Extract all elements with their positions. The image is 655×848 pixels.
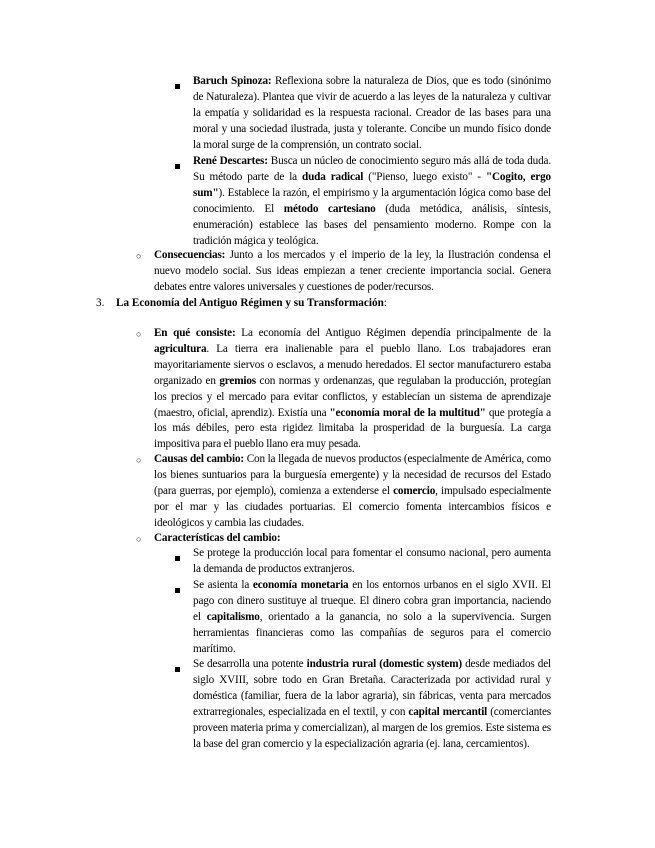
causas-paragraph	[154, 452, 551, 532]
descartes-bold-2: "Cogito, ergo sum"	[193, 170, 551, 199]
hollow-circle-bullet-icon: ○	[136, 329, 142, 339]
causas-text-2: , impulsado especialmente por el mar y las ciudades portuarias. El comercio fomenta intercambios físicos e ideológicos y cambia las ciudades.	[154, 484, 551, 529]
en-que-text-2: . La tierra era inalienable para el pueblo llano. Los trabajadores eran mayoritariamente siervos o esclavos, a menudo heredados. El sector manufacturero estaba organizado en	[154, 342, 551, 387]
descartes-name: René Descartes:	[193, 155, 268, 167]
descartes-bold-3: método cartesiano	[283, 202, 376, 215]
item2-bold-1: economía monetaria	[252, 579, 349, 591]
section-number: 3.	[96, 297, 105, 309]
square-bullet-icon	[175, 588, 180, 593]
item2-text-1: Se asienta la	[193, 579, 253, 591]
en-que-bold-3: "economía moral de la multitud"	[329, 406, 486, 419]
caracteristicas-label: Características del cambio:	[154, 532, 281, 544]
square-bullet-icon	[175, 164, 180, 169]
section-colon: :	[383, 297, 387, 309]
caracteristicas-item-1: Se protege la producción local para fomentar el consumo nacional, pero aumenta la demanda de productos extranjeros.	[193, 547, 551, 575]
item3-text-3: (comerciantes proveen materia prima y comercializan), al margen de los gremios. Este sistema es la base del gran comercio y la especialización agraria (ej. lana, cercamientos).	[193, 705, 551, 750]
item2-bold-2: capitalismo	[206, 610, 260, 623]
causas-label: Causas del cambio:	[154, 453, 245, 465]
item3-text-2: desde mediados del siglo XVIII, sobre todo en Gran Bretaña. Caracterizada por actividad rural y doméstica (familiar, fuera de la labor agraria), sin fábricas, venta para mercados extrarregionales, especializada en el textil, y con	[193, 658, 551, 718]
item3-bold-1: industria rural (domestic system)	[306, 658, 462, 670]
consecuencias-text: Junto a los mercados y el imperio de la ley, la Ilustración condensa el nuevo modelo social. Sus ideas empiezan a tener creciente importancia social. Genera debates entre valores universales y cuestiones de poder/recursos.	[154, 249, 551, 293]
consecuencias-label: Consecuencias:	[154, 249, 226, 261]
en-que-bold-2: gremios	[219, 374, 256, 387]
item3-bold-2: capital mercantil	[408, 705, 488, 718]
en-que-bold-1: agricultura	[154, 342, 207, 355]
item2-text-2: en los entornos urbanos en el siglo XVII. El pago con dinero sustituye al trueque. El dinero cobra gran importancia, naciendo el	[193, 579, 551, 623]
square-bullet-icon	[175, 84, 180, 89]
spinoza-paragraph	[193, 74, 551, 154]
caracteristicas-heading	[154, 531, 551, 547]
en-que-text-3: con normas y ordenanzas, que regulaban la producción, protegían los precios y el mercado para evitar conflictos, y establecían un sistema de aprendizaje (maestro, oficial, aprendiz). Existía una	[154, 374, 551, 419]
hollow-circle-bullet-icon: ○	[136, 534, 142, 544]
spinoza-name: Baruch Spinoza:	[193, 75, 272, 87]
en-que-consiste-paragraph	[154, 326, 551, 453]
descartes-text-1: Busca un núcleo de conocimiento seguro más allá de toda duda. Su método parte de la	[193, 155, 551, 183]
descartes-text-4: (duda metódica, análisis, síntesis, enumeración) establece las bases del pensamiento moderno. Rompe con la tradición mágica y teológica.	[193, 202, 551, 247]
hollow-circle-bullet-icon: ○	[136, 251, 142, 261]
descartes-paragraph	[193, 154, 551, 249]
hollow-circle-bullet-icon: ○	[136, 455, 142, 465]
causas-bold-1: comercio	[393, 484, 436, 497]
square-bullet-icon	[175, 556, 180, 561]
en-que-label: En qué consiste:	[154, 327, 236, 339]
descartes-text-3: ). Establece la razón, el empirismo y la argumentación lógica como base del conocimiento. El	[193, 186, 551, 215]
item3-text-1: Se desarrolla una potente	[193, 658, 307, 670]
section-title: La Economía del Antiguo Régimen y su Transformación	[116, 297, 384, 309]
descartes-bold-1: duda radical	[302, 170, 364, 183]
square-bullet-icon	[175, 667, 180, 672]
item2-text-3: , orientado a la ganancia, no solo a la supervivencia. Surgen herramientas financieras como las compañías de seguros para el comercio marítimo.	[193, 610, 552, 655]
causas-text-1: Con la llegada de nuevos productos (especialmente de América, como los bienes suntuarios para la burguesía emergente) y la necesidad de recursos del Estado (para guerras, por ejemplo), comienza a extenderse el	[154, 453, 551, 497]
en-que-text-1: La economía del Antiguo Régimen dependía principalmente de la	[235, 327, 551, 339]
caracteristicas-item-2	[193, 578, 551, 658]
section-heading	[116, 296, 387, 312]
descartes-text-2: ("Pienso, luego existo" -	[363, 170, 486, 183]
consecuencias-paragraph	[154, 248, 551, 296]
caracteristicas-item-3	[193, 657, 551, 752]
spinoza-text: Reflexiona sobre la naturaleza de Dios, que es todo (sinónimo de Naturaleza). Plantea que vivir de acuerdo a las leyes de la naturaleza y cultivar la empatía y solidaridad es la respuesta racional. Creador de las bases para una moral y una sociedad ilustrada, justa y tolerante. Concibe un mundo físico donde la moral surge de la comprensión, un contrato social.	[193, 75, 551, 151]
en-que-text-4: que protegía a los más débiles, pero esta rigidez limitaba la prosperidad de la burguesía. La carga impositiva para el pueblo llano era muy pesada.	[154, 406, 551, 451]
